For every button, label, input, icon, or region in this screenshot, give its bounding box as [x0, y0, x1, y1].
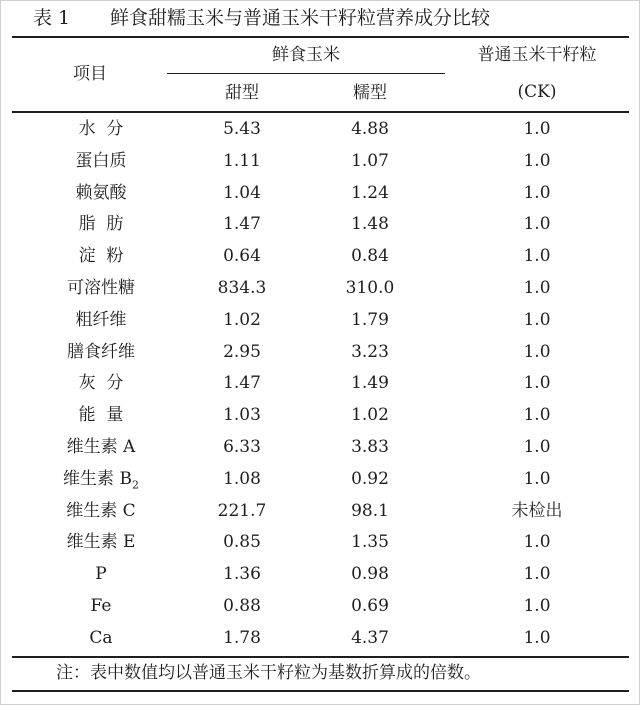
sweet-value: 0.88: [223, 595, 261, 616]
table-row: [12, 527, 629, 559]
row-item: 粗纤维: [75, 309, 127, 330]
table-row: [12, 178, 629, 210]
header-ordinary-dry-kernel: 普通玉米干籽粒: [477, 45, 597, 65]
fresh-corn-subrule: [167, 73, 445, 74]
header-ck: (CK): [517, 82, 557, 102]
table-number: 表 1: [33, 7, 71, 29]
row-item: 能 量: [78, 405, 124, 426]
sweet-value: 0.64: [223, 246, 261, 267]
ck-value: 1.0: [523, 182, 551, 203]
header-waxy: 糯型: [353, 83, 387, 103]
ck-value: 1.0: [523, 627, 551, 648]
ck-value: 1.0: [523, 214, 551, 235]
row-item: P: [95, 564, 107, 585]
row-item: 可溶性糖: [67, 277, 135, 298]
waxy-value: 1.79: [351, 309, 389, 330]
sweet-value: 1.03: [223, 405, 261, 426]
row-item: 淀 粉: [78, 246, 124, 267]
ck-value: 1.0: [523, 436, 551, 457]
sweet-value: 2.95: [223, 341, 261, 362]
table-row: [12, 114, 629, 146]
row-item: 维生素 C: [66, 500, 136, 521]
row-item: Fe: [90, 595, 112, 616]
sweet-value: 1.36: [223, 564, 261, 585]
header-sweet: 甜型: [225, 83, 259, 103]
table-row: [12, 146, 629, 178]
row-item: 赖氨酸: [75, 182, 127, 203]
row-item: 维生素 A: [66, 436, 136, 457]
waxy-value: 1.48: [351, 214, 389, 235]
table-row: [12, 305, 629, 337]
waxy-value: 0.84: [351, 246, 389, 267]
table-row: [12, 591, 629, 623]
ck-value: 1.0: [523, 277, 551, 298]
waxy-value: 1.07: [351, 150, 389, 171]
waxy-value: 1.35: [351, 532, 389, 553]
sweet-value: 1.08: [223, 468, 261, 489]
table-row: [12, 209, 629, 241]
table-row: [12, 368, 629, 400]
ck-value: 1.0: [523, 119, 551, 139]
waxy-value: 1.49: [351, 373, 389, 394]
sweet-value: 0.85: [223, 532, 261, 553]
ck-value: 1.0: [523, 246, 551, 267]
table-row: [12, 496, 629, 528]
row-item: 蛋白质: [75, 150, 127, 171]
sweet-value: 1.78: [223, 627, 261, 648]
ck-value: 1.0: [523, 595, 551, 616]
waxy-value: 4.88: [351, 119, 389, 139]
header-rule: [12, 111, 629, 113]
table-body: [12, 114, 629, 655]
ck-value: 1.0: [523, 309, 551, 330]
ck-value: 1.0: [523, 373, 551, 394]
row-item: 灰 分: [78, 373, 124, 394]
waxy-value: 3.23: [351, 341, 389, 362]
ck-value: 1.0: [523, 532, 551, 553]
waxy-value: 4.37: [351, 627, 389, 648]
waxy-value: 0.92: [351, 468, 389, 489]
sweet-value: 221.7: [217, 500, 267, 521]
sweet-value: 1.47: [223, 373, 261, 394]
waxy-value: 3.83: [351, 436, 389, 457]
table-title: [0, 0, 640, 36]
sweet-value: 1.04: [223, 182, 261, 203]
row-item: 脂 肪: [78, 214, 124, 235]
table-row: [12, 273, 629, 305]
table-row: [12, 337, 629, 369]
table-title-text: 鲜食甜糯玉米与普通玉米干籽粒营养成分比较: [110, 7, 491, 29]
table-note: 注：表中数值均以普通玉米干籽粒为基数折算成的倍数。: [56, 663, 481, 683]
ck-value: 1.0: [523, 405, 551, 426]
header-fresh-corn: 鲜食玉米: [272, 45, 340, 65]
sweet-value: 1.47: [223, 214, 261, 235]
table-row: [12, 432, 629, 464]
waxy-value: 310.0: [345, 277, 395, 298]
table-row: [12, 559, 629, 591]
header-item: 项目: [73, 64, 107, 84]
ck-value: 未检出: [511, 500, 563, 521]
sweet-value: 1.02: [223, 309, 261, 330]
top-rule: [12, 36, 629, 38]
waxy-value: 98.1: [351, 500, 389, 521]
end-rule: [12, 690, 629, 692]
row-item: 膳食纤维: [67, 341, 135, 362]
ck-value: 1.0: [523, 468, 551, 489]
sweet-value: 1.11: [223, 150, 261, 171]
table-row: [12, 400, 629, 432]
table-row: [12, 464, 629, 496]
sweet-value: 6.33: [223, 436, 261, 457]
sweet-value: 834.3: [217, 277, 267, 298]
subscript: 2: [131, 478, 139, 492]
sweet-value: 5.43: [223, 119, 261, 139]
ck-value: 1.0: [523, 150, 551, 171]
waxy-value: 0.69: [351, 595, 389, 616]
row-item: 水 分: [78, 119, 124, 139]
ck-value: 1.0: [523, 564, 551, 585]
waxy-value: 1.02: [351, 405, 389, 426]
table-row: [12, 623, 629, 655]
ck-value: 1.0: [523, 341, 551, 362]
row-item: 维生素 $B_2$: [63, 468, 139, 492]
waxy-value: 1.24: [351, 182, 389, 203]
row-item: Ca: [89, 627, 113, 648]
row-item: 维生素 E: [66, 532, 136, 553]
waxy-value: 0.98: [351, 564, 389, 585]
table-row: [12, 241, 629, 273]
